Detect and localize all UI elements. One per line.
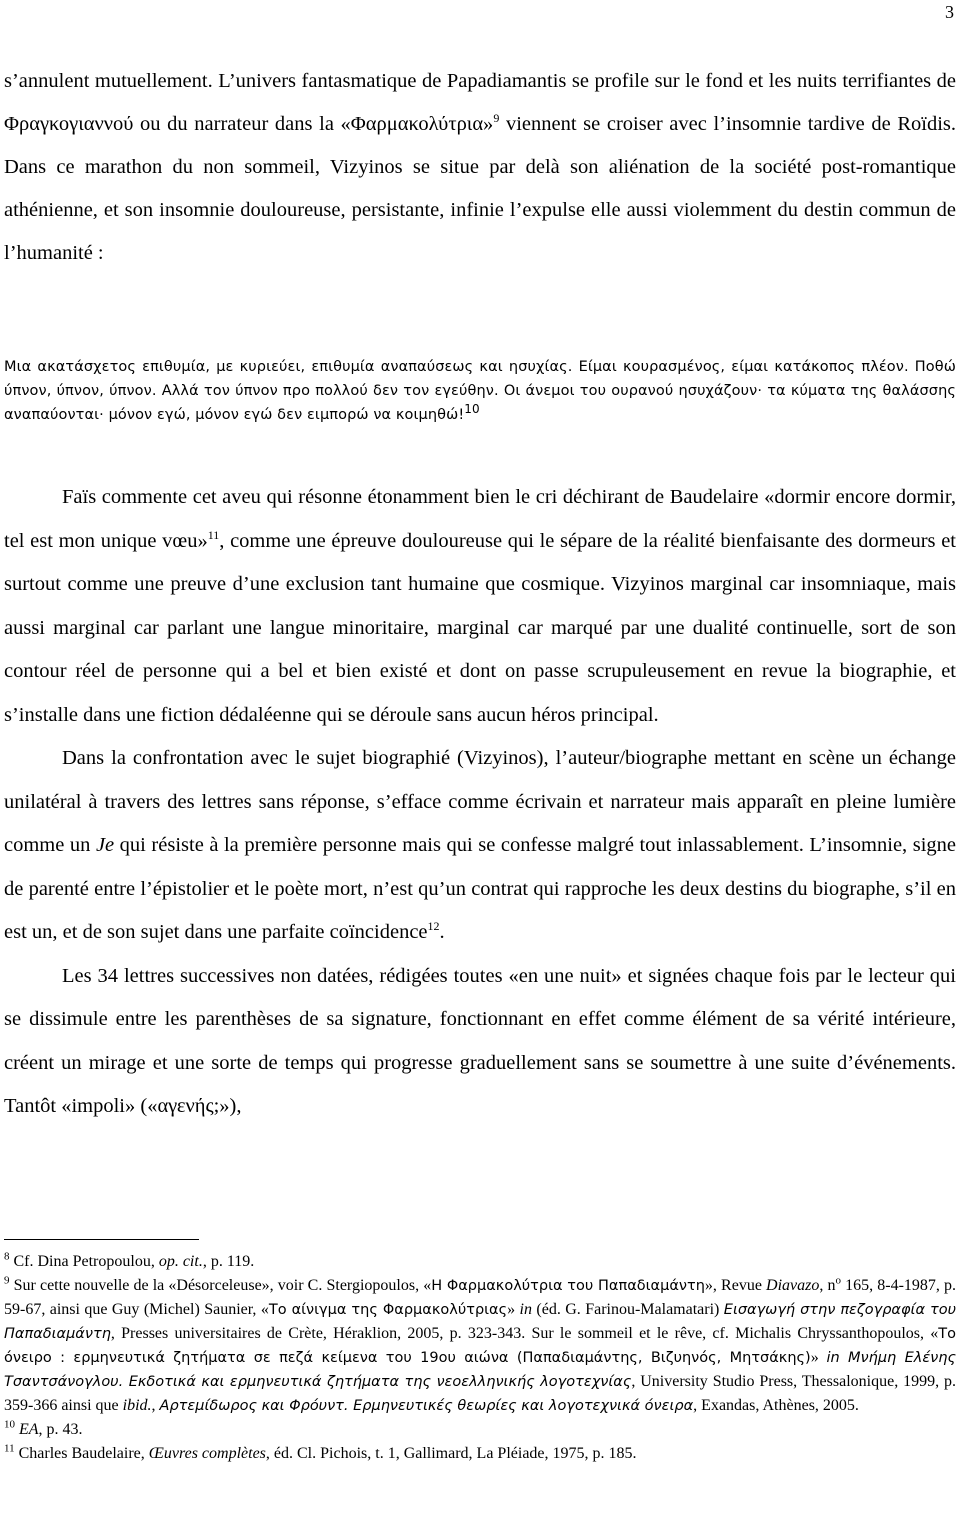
- footnote-11-c: , éd. Cl. Pichois, t. 1, Gallimard, La Pléiade, 1975, p. 185.: [265, 1445, 637, 1462]
- footnote-9-greek-title-2: Το αίνιγμα της Φαρμακολύτριας: [268, 1302, 508, 1318]
- footnote-8: [4, 1250, 956, 1274]
- footnote-ref-12[interactable]: 12: [427, 919, 440, 934]
- paragraph-3: [4, 737, 956, 955]
- footnote-9-greek-title-6: Αρτεμίδωρος και Φρόυντ. Ερμηνευτικές θεωρίες και λογοτεχνικά όνειρα: [159, 1398, 694, 1414]
- footnote-9-greek-title-1: Η Φαρμακολύτρια του Παπαδιαμάντη: [431, 1278, 705, 1294]
- footnote-number-8: 8: [4, 1250, 10, 1263]
- footnote-ref-11[interactable]: 11: [207, 527, 220, 542]
- footnote-9-o2: »: [810, 1349, 827, 1366]
- footnote-9-in: in: [519, 1301, 532, 1318]
- paragraph-3-text-c: .: [439, 921, 445, 943]
- paragraph-2-text-b: , comme une épreuve douloureuse qui le sépare de la réalité bienfaisante des dormeurs et surtout comme une preuve d’une exclusion tant humaine que cosmique. Vizyinos marginal car insomniaque, mais aussi marginal car parlant une langue minoritaire, marginal car marqué par une dualité continuelle, sort de son contour réel de personne qui a bel et bien existé et dont on passe scrupuleusement en revue la biographie, et s’installe dans une fiction dédaléenne qui se déroule sans aucun héros principal.: [4, 529, 956, 726]
- footnote-9-q: , University Studio Press, Thessalonique, 1999, p. 359-366 ainsi que: [4, 1373, 956, 1414]
- footnotes: [4, 1250, 956, 1466]
- footnote-11-title: Œuvres complètes: [148, 1445, 266, 1462]
- main-text-continued: [4, 476, 956, 1129]
- footnote-ref-10[interactable]: 10: [464, 402, 480, 417]
- footnote-9-greek-title-5: in Μνήμη Ελένης Τσαντσάνογλου. Εκδοτικά και ερμηνευτικά ζητήματα της νεοελληνικής λογοτεχνίας: [4, 1350, 956, 1390]
- footnote-11-a: Charles Baudelaire,: [14, 1445, 149, 1462]
- footnote-9-greek-title-3: Εισαγωγή στην πεζογραφία του Παπαδιαμάντη: [4, 1302, 957, 1342]
- footnote-ref-9[interactable]: 9: [493, 111, 500, 126]
- footnote-11: [4, 1442, 956, 1466]
- footnote-9-m: , Presses universitaires de Crète, Héraklion, 2005, p. 323-343. Sur le sommeil et le rêve, cf. Michalis Chryssanthopoulos, «: [110, 1325, 939, 1342]
- footnote-10-ea: EA: [19, 1421, 39, 1438]
- page-number: 3: [945, 2, 954, 22]
- footnote-9-u: , Exandas, Athènes, 2005.: [693, 1397, 859, 1414]
- paragraph-1: [4, 60, 956, 275]
- paragraph-2: [4, 476, 956, 737]
- footnote-9-s: ,: [151, 1397, 160, 1414]
- footnote-9-greek-title-4: Το όνειρο : ερμηνευτικά ζητήματα σε πεζά κείμενα του 19ου αιώνα (Παπαδιαμάντης, Βιζυηνός, Μητσάκης): [4, 1326, 956, 1366]
- footnote-9-k: (éd. G. Farinou-Malamatari): [532, 1301, 724, 1318]
- footnote-9-ibid: ibid.: [122, 1397, 152, 1414]
- footnote-9-g: 165, 8-4-1987, p. 59-67, ainsi que Guy (Michel) Saunier, «: [4, 1277, 957, 1318]
- footnote-10: [4, 1418, 956, 1442]
- paragraph-2-text-a: Faïs commente cet aveu qui résonne étonamment bien le cri déchirant de Baudelaire «dormir encore dormir, tel est mon unique vœu»: [4, 486, 956, 552]
- footnote-8-text: Cf. Dina Petropoulou,: [9, 1253, 159, 1270]
- footnote-9-i: »: [507, 1301, 520, 1318]
- footnote-8-op-cit: op. cit.: [158, 1253, 203, 1270]
- paragraph-3-text-a: Dans la confrontation avec le sujet biographié (Vizyinos), l’auteur/biographe mettant en scène un échange unilatéral à travers des lettres sans réponse, s’efface comme écrivain et narrateur mais apparaît en pleine lumière comme un: [4, 747, 956, 856]
- footnote-8-page: , p. 119.: [202, 1253, 255, 1270]
- paragraph-4-text: Les 34 lettres successives non datées, rédigées toutes «en une nuit» et signées chaque fois par le lecteur qui se dissimule entre les parenthèses de sa signature, fonctionnant en effet comme élément de sa vérité intérieure, créent un mirage et une sorte de temps qui progresse graduellement sans se soumettre à une suite d’événements. Tantôt «impoli» («αγενής;»),: [4, 964, 956, 1117]
- footnote-number-10: 10: [4, 1418, 15, 1431]
- footnote-10-c: , p. 43.: [38, 1421, 83, 1438]
- paragraph-3-text-b: qui résiste à la première personne mais qui se confesse malgré tout inlassablement. L’insomnie, signe de parenté entre l’épistolier et le poète mort, n’est qu’un contrat qui rapproche les deux destins du biographe, s’il en est un, et de son sujet dans une parfaite coïncidence: [4, 834, 956, 943]
- footnote-9-e: , n: [819, 1277, 836, 1294]
- footnote-9-c: », Revue: [704, 1277, 767, 1294]
- je-italic: Je: [95, 834, 115, 856]
- footnote-separator: [4, 1239, 199, 1240]
- paragraph-1-text-a: s’annulent mutuellement. L’univers fantasmatique de Papadiamantis se profile sur le fond et les nuits terrifiantes de Φραγκογιαννού ou du narrateur dans la «Φαρμακολύτρια»: [4, 70, 956, 135]
- greek-block-quote: [4, 355, 956, 427]
- footnote-9: [4, 1274, 956, 1418]
- footnote-9-o: o: [835, 1274, 841, 1287]
- footnote-number-9: 9: [4, 1274, 10, 1287]
- footnote-number-11: 11: [4, 1442, 15, 1455]
- paragraph-4: [4, 955, 956, 1129]
- paragraph-1-text-b: viennent se croiser avec l’insomnie tardive de Roïdis. Dans ce marathon du non sommeil, Vizyinos se situe par delà son aliénation de la société post-romantique athénienne, et son insomnie douloureuse, persistante, infinie l’expulse elle aussi violemment du destin commun de l’humanité :: [4, 113, 956, 264]
- footnote-9-a: Sur cette nouvelle de la «Désorceleuse», voir C. Stergiopoulos, «: [9, 1277, 432, 1294]
- footnote-9-journal: Diavazo: [766, 1277, 820, 1294]
- quote-text: Μια ακατάσχετος επιθυμία, με κυριεύει, επιθυμία αναπαύσεως και ησυχίας. Είμαι κουρασμένος, είμαι κατάκοπος πλέον. Ποθώ ύπνον, ύπνον, ύπνον. Αλλά τον ύπνον προ πολλού δεν τον εγεύθην. Οι άνεμοι του ουρανού ησυχάζουν· τα κύματα της θαλάσσης αναπαύονται· μόνον εγώ, μόνον εγώ δεν ειμπορώ να κοιμηθώ!: [4, 359, 956, 423]
